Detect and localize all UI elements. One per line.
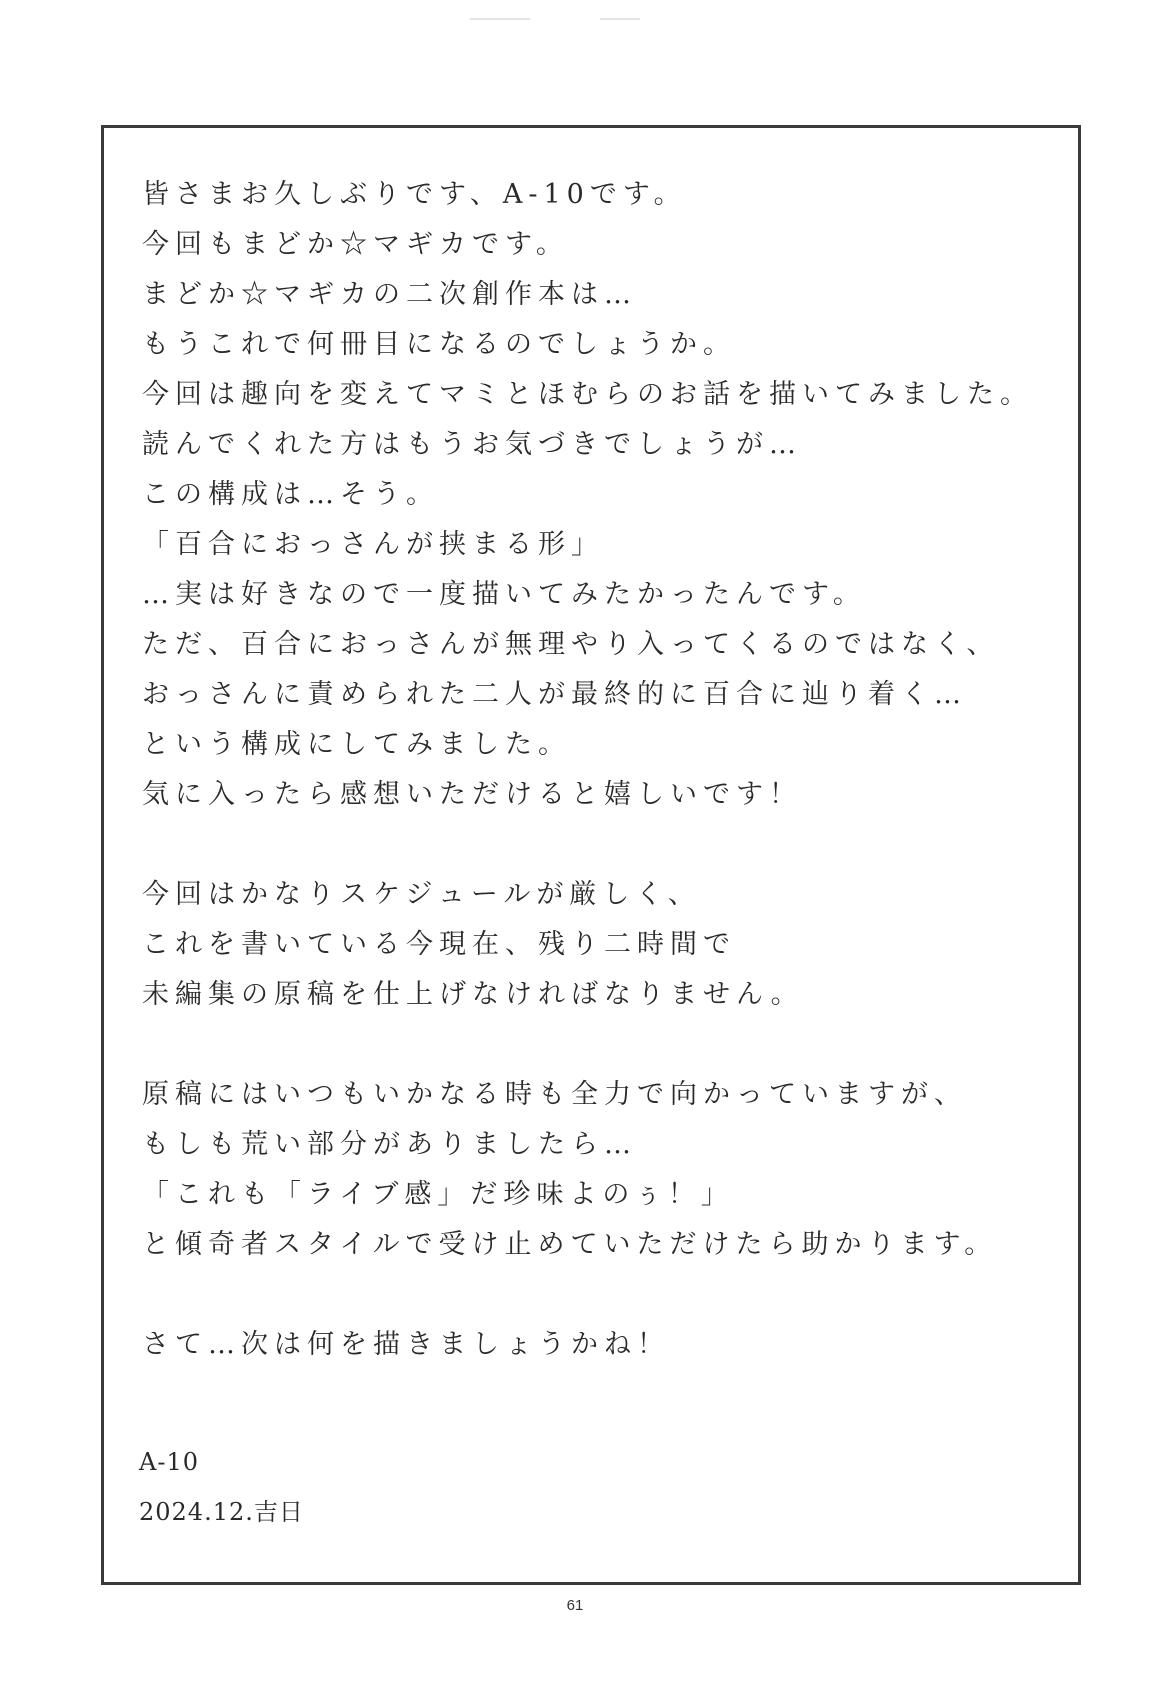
signature-block xyxy=(139,1437,304,1537)
text-line: 皆さまお久しぶりです、A-10です。 xyxy=(142,179,687,210)
text-line: さて…次は何を描きましょうかね！ xyxy=(142,1329,670,1360)
text-line: 「百合におっさんが挟まる形」 xyxy=(142,529,604,560)
scan-artifact xyxy=(600,18,640,20)
text-line: 「これも「ライブ感」だ珍味よのぅ！」 xyxy=(142,1179,734,1210)
text-line: ただ、百合におっさんが無理やり入ってくるのではなく、 xyxy=(142,629,1000,660)
text-line: と傾奇者スタイルで受け止めていただけたら助かります。 xyxy=(142,1229,998,1260)
text-line: 原稿にはいつもいかなる時も全力で向かっていますが、 xyxy=(142,1079,967,1110)
signature-date: 2024.12.吉日 xyxy=(139,1498,304,1526)
text-line: 今回は趣向を変えてマミとほむらのお話を描いてみました。 xyxy=(142,379,1033,410)
afterword-body xyxy=(142,170,1062,1370)
text-line: 今回はかなりスケジュールが厳しく、 xyxy=(142,879,701,910)
text-line: 未編集の原稿を仕上げなければなりません。 xyxy=(142,979,804,1010)
blank-line xyxy=(142,820,1062,870)
signature-author: A-10 xyxy=(139,1448,199,1476)
page-number: 61 xyxy=(566,1597,584,1614)
blank-line xyxy=(142,1270,1062,1320)
text-line: この構成は…そう。 xyxy=(142,479,439,510)
text-line: 気に入ったら感想いただけると嬉しいです！ xyxy=(142,779,802,810)
text-line: もうこれで何冊目になるのでしょうか。 xyxy=(142,329,736,360)
scan-artifact xyxy=(470,18,530,20)
text-line: 読んでくれた方はもうお気づきでしょうが… xyxy=(142,429,802,460)
blank-line xyxy=(142,1020,1062,1070)
text-line: まどか☆マギカの二次創作本は… xyxy=(142,279,637,310)
text-line: …実は好きなので一度描いてみたかったんです。 xyxy=(142,579,866,610)
text-line: おっさんに責められた二人が最終的に百合に辿り着く… xyxy=(142,679,967,710)
text-line: という構成にしてみました。 xyxy=(142,729,571,760)
text-line: もしも荒い部分がありましたら… xyxy=(142,1129,637,1160)
text-line: 今回もまどか☆マギカです。 xyxy=(142,229,569,260)
text-line: これを書いている今現在、残り二時間で xyxy=(142,929,736,960)
